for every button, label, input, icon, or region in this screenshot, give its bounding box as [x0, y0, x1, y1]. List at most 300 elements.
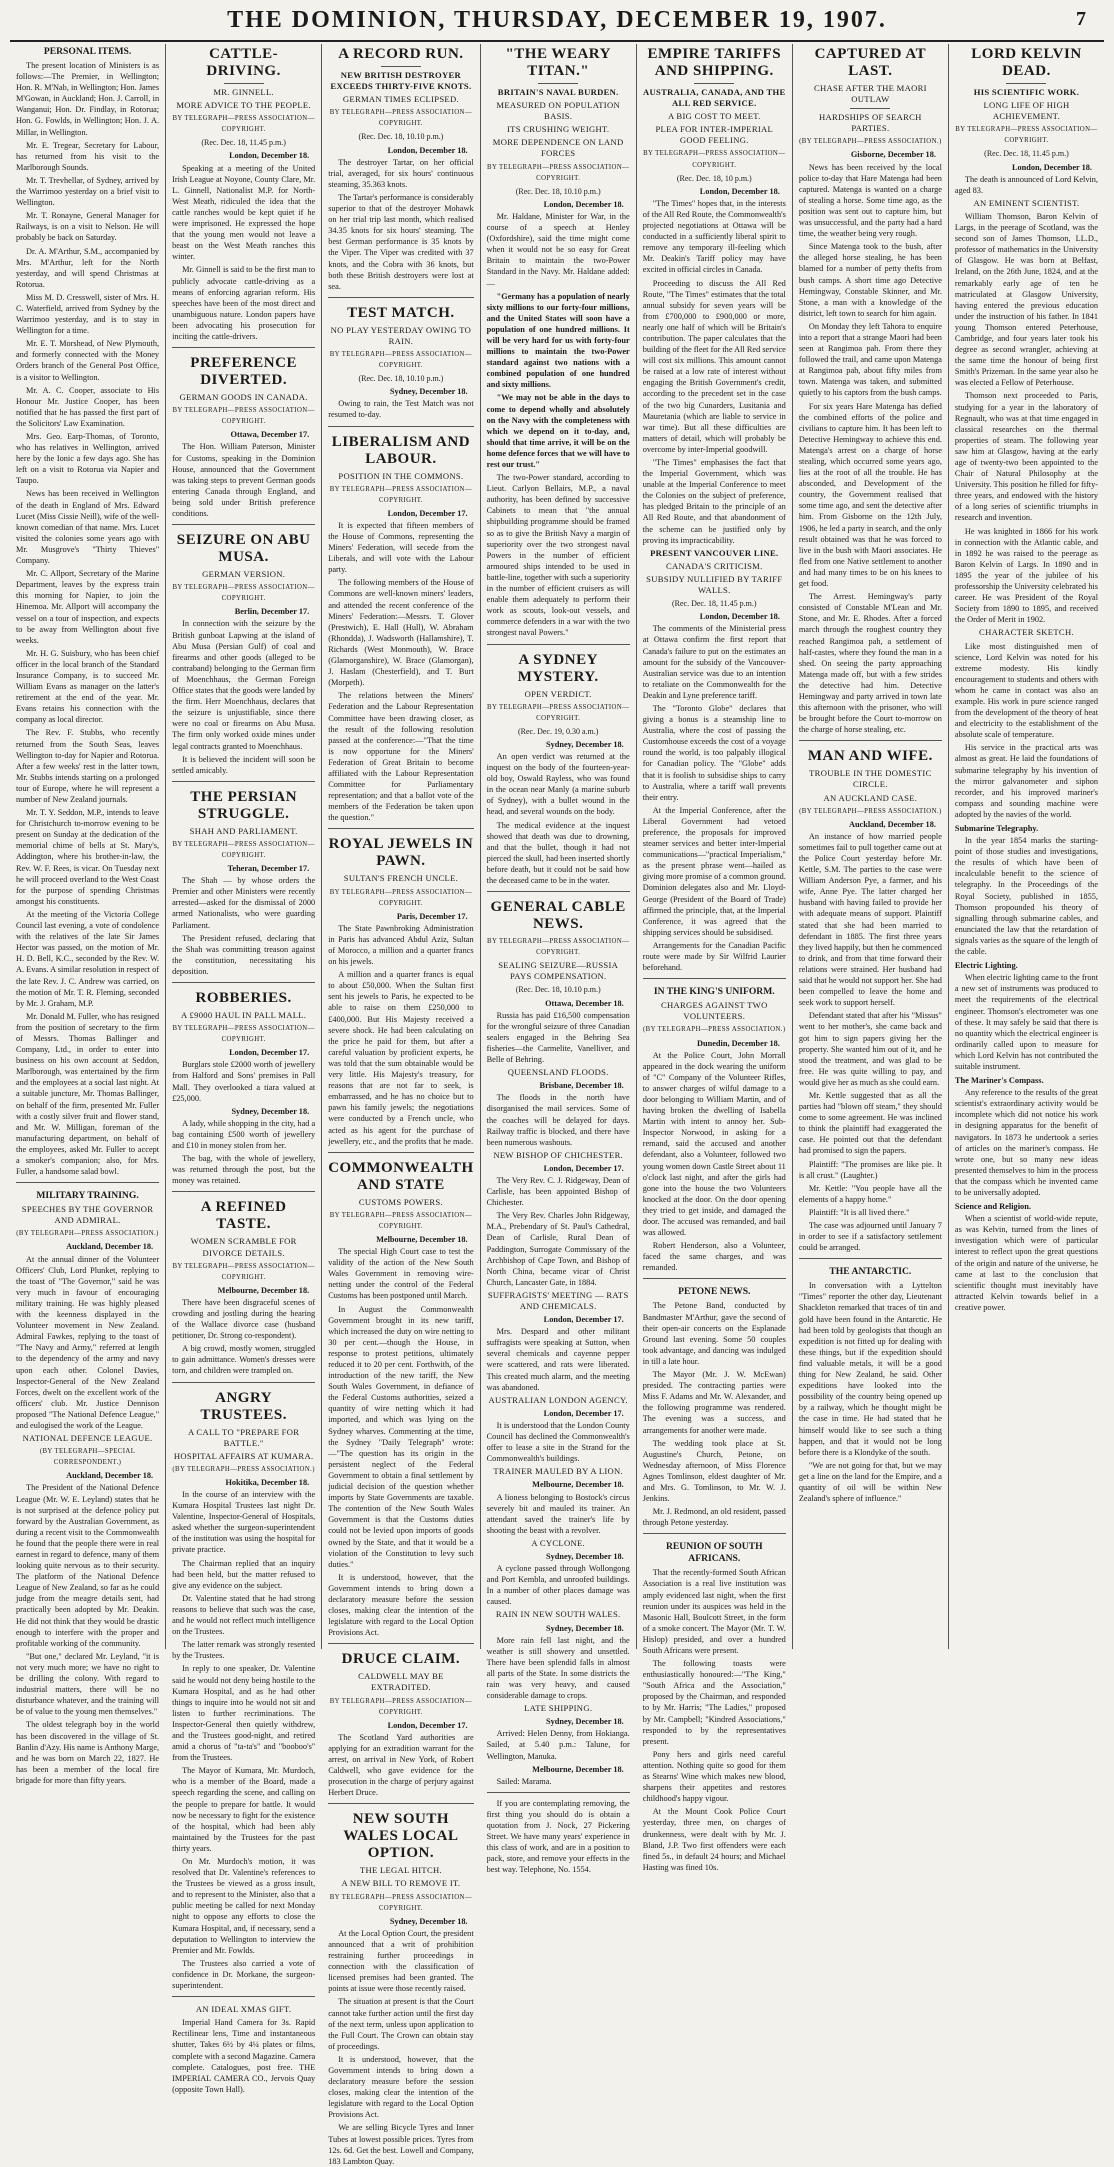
advertisement-removals [487, 1792, 630, 1876]
headline: A RECORD RUN. [338, 46, 464, 62]
paragraph: The Shah — by whose orders the Premier and other Ministers were recently arrested—asked for the dismissal of 2000 armed Nationalists, who were guarding Parliament. [172, 876, 316, 930]
article-nsw-local-option [328, 1803, 473, 2166]
paragraph: Mr. H. G. Suisbury, who has been chief officer in the local branch of the Standard Insurance Company, is to succeed Mr. William Evans as manager on the latter's retirement at the end of the year. Mr. Evans retains his connection with the company as local director. [16, 648, 160, 725]
paragraph: The two-Power standard, according to Lieut. Carlyon Bellairs, M.P., a naval authority, has been defined by successive Cabinets to mean that "the annual shipbuilding programme should be framed so as to give the British Navy a margin of superiority over the two strongest naval Powers in the number of efficient armoured ships intended to be used in battle-line, together with such a superiority in the number of efficient cruisers as will enable them adequately to perform their work as scouts, look-out vessels, and commerce defenders in a war with the two strongest naval Powers." [486, 473, 630, 638]
page-number: 7 [1076, 8, 1086, 30]
paragraph: For six years Hare Matenga has defied the combined efforts of the police and civilians to capture him. It has been left to Detective Hemingway to achieve this end. Matenga's arrest on a charge of horse stealing, which occurred some years ago, lies at the root of all the trouble. He has absconded, and Development of the country, the Government realised that some time ago, and sent the detective after him. From Gisborne on the 12th July, 1906, he led a party in search, and the only result obtained was that he was forced to live in the bush with Maori associates. He fled from one Native settlement to another and had many times to be on his knees to get food. [798, 401, 942, 589]
paragraph: In reply to one speaker, Dr. Valentine said he would not deny being hostile to the Kumara Hospital, and as he had other things to inquire into he would not sit and listen to further recriminations. The Inspector-General then quietly withdrew, and the Trustees good-night, and retired amid a chorus of "ta-ta's" and "booboo's" from the Trustees. [172, 1664, 316, 1763]
headline: IN THE KING'S UNIFORM. [653, 986, 775, 998]
paragraph: On Monday they left Tahora to enquire into a report that a strange Maori had been seen at Rangimoa pah. From there they followed the trail, and came upon Matenga at Rangimoa pah, about fifty miles from town. Matenga was taken, and submitted quietly to his captors from the bush camps. [798, 321, 942, 398]
paragraph: "Germany has a population of nearly sixty millions to our forty-four millions, and the United States will soon have a population of one hundred millions. It will be very hard for us with forty-four millions to maintain the two-Power standard against two nations with a combined population of one hundred and sixty millions. [486, 291, 630, 390]
dateline: Ottawa, December 17. [230, 430, 310, 440]
paragraph: The Mayor (Mr. J. W. McEwan) presided. The contracting parties were Miss F. Adams and Mr. W. Alexander, and the following programme was rendered. The evening was a success, and arrangements for another were made. [642, 1370, 786, 1435]
paragraph: Mr. Kettle suggested that as all the parties had "blown off steam," they should come to some agreement. He was inclined to think the plaintiff had exaggerated the case. He pointed out that the defendant had promised to sign the papers. [798, 1090, 942, 1156]
deck: LATE SHIPPING. [524, 1703, 593, 1714]
column-7 [948, 44, 1104, 1649]
deck: SUBSIDY NULLIFIED BY TARIFF WALLS. [646, 573, 783, 596]
article-petone-news [643, 1278, 786, 1528]
paragraph: The Hon. William Paterson, Minister for Customs, speaking in the Dominion House, announced that the Government was taking steps to prevent German goods entering Canada through England, and being sold under British preference conditions. [172, 442, 316, 518]
paragraph: An instance of how married people sometimes fail to pull together came out at the Police Court yesterday before Mr. Kettle, S.M. The parties to the case were William Anderson Pye, a farmer, and his wife, Anne Pye. The latter charged her husband with having failed to provide her with adequate means of support. Plaintiff stated that she had been married to defendant in 1885. The first three years they lived happily, but then he commenced to drink, and from that time forward their relations were strained. Her husband had said that he would not support her. She had been compelled to leave the home and seek work to support herself. [798, 831, 942, 1008]
dateline: Auckland, December 18. [66, 1242, 154, 1252]
subhead: The Mariner's Compass. [954, 1076, 1044, 1086]
article-body [172, 441, 315, 519]
paragraph: The "Toronto Globe" declares that giving a bonus is a steamship line to Australia, where the cost of passing the Customhouse exceeds the cost of a voyage round the world, is too palpably illogical for Canadian policy. The "Globe" adds that it is foolish to subsidise ships to carry to Australia, where a tariff wall prevents their entry. [642, 703, 786, 802]
paragraph: Proceeding to discuss the All Red Route, "The Times" estimates that the total annual subsidy for seven years will be from £700,000 to £900,000 or more, nearly one half of which will be Britain's contribution. The paper calculates that the building of the fleet for the All Red service will cost six millions. This amount cannot be raised at a low rate of interest without engaging the British Government's credit, according to the precedent set in the case of the two big Cunarders, Lusitania and Mauretania (which are liable to service in war time). But all these difficulties are matters of detail, which will probably be overcome by inter-Imperial goodwill. [642, 278, 786, 454]
paragraph: Mr. Haldane, Minister for War, in the course of a speech at Henley (Oxfordshire), said the time might come when it would not be so easy for Great Britain to maintain the two-Power Standard in the Navy. Mr. Haldane added:— [486, 211, 630, 288]
article-body [799, 1280, 942, 1504]
dateline: Brisbane, December 18. [539, 1081, 624, 1091]
byline: BY TELEGRAPH—PRESS ASSOCIATION—COPYRIGHT. [172, 1025, 315, 1044]
byline: BY TELEGRAPH—PRESS ASSOCIATION—COPYRIGHT. [329, 1697, 473, 1716]
paragraph: Imperial Hand Camera for 3s. Rapid Rectilinear lens, Time and instantaneous shutter, Takes 6½ by 4¼ plates or films, complete with a second Magazine. Camera complete. Catalogues, post free. THE IMPERIAL CAMERA CO., Jervois Quay (opposite Town Hall). [172, 2018, 316, 2094]
headline: MILITARY TRAINING. [36, 1190, 139, 1202]
deck: MORE ADVICE TO THE PEOPLE. [176, 100, 311, 111]
dateline: Auckland, December 18. [66, 1471, 154, 1481]
byline: (BY TELEGRAPH—PRESS ASSOCIATION.) [643, 1026, 786, 1034]
headline: MAN AND WIFE. [807, 748, 933, 765]
subhead: Science and Religion. [954, 1202, 1031, 1212]
article-persian-struggle [172, 781, 315, 977]
byline: BY TELEGRAPH—PRESS ASSOCIATION—COPYRIGHT. [329, 888, 473, 907]
deck: SEALING SEIZURE—RUSSIA PAYS COMPENSATION. [498, 960, 619, 982]
divider [381, 66, 421, 67]
article-body [643, 1567, 786, 1873]
paragraph: Speaking at a meeting of the United Irish League at Noyone, County Clare, Mr. L. Ginnell, Nationalist M.P. for North-West Meath, ridiculed the idea that the cattle ranches would be kept quiet if he were imprisoned. He expressed the hope that the young men would not leave a beast on the West Meath ranches this winter. [172, 163, 316, 262]
paragraph: There have been disgraceful scenes of crowding and jostling during the hearing of the Wallace divorce case (husband petitioner, Dr. Strong co-respondent). [172, 1297, 316, 1341]
dateline: Melbourne, December 18. [376, 1234, 468, 1244]
paragraph: It is understood, however, that the Government intends to bring down a declaratory measure before the session closes, making clear the intention of the legislature with regard to the Local Option Provisions Act. [328, 2054, 474, 2120]
deck: A CYCLONE. [531, 1537, 585, 1548]
article-man-and-wife [799, 740, 942, 1253]
paragraph: Robert Henderson, also a Volunteer, faced the same charges, and was remanded. [642, 1241, 786, 1273]
divider [850, 108, 890, 109]
article-refined-taste [172, 1191, 315, 1376]
paragraph: The situation at present is that the Court cannot take further action until the first day of the next term, unless upon application to the Full Court. The Crown can obtain stay of proceedings. [328, 1997, 474, 2051]
deck: MEASURED ON POPULATION BASIS. [496, 100, 620, 122]
deck: THE LEGAL HITCH. [359, 1865, 442, 1876]
paragraph: William Thomson, Baron Kelvin of Largs, in the peerage of Scotland, was the second son of James Thomson, LL.D., professor of mathematics in the University of Glasgow. He was born at Belfast, Ireland, on the 26th June, 1824, and at the remarkably early age of ten he matriculated at Glasgow University, having entered the previous education under the instruction of his father. In 1841 young Thomson entered Peterhouse, Cambridge, and four years later took his degree as second wrangler, achieving at the same time the honour of being first Smith's Prizeman. In the same year also he was elected a Fellow of Peterhouse. [954, 211, 1099, 388]
dateline: Auckland, December 18. [848, 819, 936, 829]
dateline: Sydney, December 18. [389, 387, 468, 397]
paragraph: That the recently-formed South African Association is a real live institution was amply evidenced last night, when the first reunion under its auspices was held in the Masonic Hall, Boulcott Street, in the form of a smoke concert. The Mayor (Mr. T. W. Hislop) presided, and over a hundred South Africans were present. [642, 1568, 786, 1655]
paragraph: In August the Commonwealth Government brought in its new tariff, which increased the duty on wire netting to 30 per cent.—though the House, in response to protest petitions, ultimately reduced it to 20 per cent. Forthwith, of the introduction of the new tariff, the New South Wales Government, in defiance of the Federal Customs authorities, seized a quantity of wire netting which it had imported, and which was lying on the Sydney wharves. Commenting at the time, the Sydney "Daily Telegraph" wrote:—"The question has its origin in the persistent neglect of the Federal Government to obtain a final settlement by judicial decision of the question whether imports by State Governments are taxable. The contention of the New South Wales Government is that the Customs duties could not be levied upon imports of goods owned by the State, and that it would be a violation of the Constitution to levy such duties." [328, 1304, 474, 1569]
article-commonwealth-state [328, 1152, 473, 1639]
deck: SHAH AND PARLIAMENT. [189, 825, 298, 836]
paragraph: Since Matenga took to the bush, after the alleged horse stealing, he has been blamed for a number of petty thefts from bush camps. A short time ago Detective Hemingway, Constable Skinner, and Mr. Stone, a man with a knowledge of the district, left town to search for him again. [798, 242, 942, 318]
deck: WOMEN SCRAMBLE FOR DIVORCE DETAILS. [190, 1236, 297, 1258]
paragraph: "The Times" emphasises the fact that the Imperial Government, which was unable at the Imperial Conference to meet the Colonies on the subject of preference, has pledged Britain to the principle of an All Red Route, and that abandonment of the scheme can be justified only by proving its impracticability. [642, 458, 786, 545]
headline: ANGRY TRUSTEES. [200, 1389, 287, 1423]
dateline: Teheran, December 17. [227, 864, 310, 874]
dateline: Ottawa, December 18. [545, 998, 624, 1008]
byline: BY TELEGRAPH—PRESS ASSOCIATION—COPYRIGHT. [643, 150, 786, 169]
deck: HOSPITAL AFFAIRS AT KUMARA. [173, 1450, 314, 1461]
paragraph: A lady, while shopping in the city, had a bag containing £500 worth of jewellery and £10 in money stolen from her. [172, 1118, 316, 1151]
subhead: Submarine Telegraphy. [954, 824, 1039, 833]
paragraph: It is understood, however, that the Government intends to bring down a declaratory measure before the session closes, making clear the intention of the legislature with regard to the Local Option Provisions Act. [328, 1572, 474, 1638]
masthead-title: THE DOMINION, THURSDAY, DECEMBER 19, 1907. [227, 6, 887, 33]
article-body [955, 174, 1098, 196]
dateline: Gisborne, December 18. [850, 150, 936, 160]
article-body [799, 162, 942, 736]
paragraph: The Petone Band, conducted by Bandmaster M'Arthur, gave the second of their open-air concerts on the Esplanade Ground last evening. Some 50 couples took advantage, and dancing was indulged in till a late hour. [642, 1301, 786, 1366]
dateline: Hokitika, December 18. [225, 1477, 310, 1487]
byline: (BY TELEGRAPH—PRESS ASSOCIATION.) [172, 1465, 315, 1473]
article-general-cable-news [487, 891, 630, 1787]
deck: CHARGES AGAINST TWO VOLUNTEERS. [660, 1000, 768, 1022]
dateline: London, December 17. [543, 1408, 624, 1418]
headline: ROBBERIES. [195, 990, 292, 1006]
paragraph: Mr. Donald M. Fuller, who has resigned from the position of secretary to the firm of Messrs. Thomas Ballinger and Company, Ltd., in order to enter into business on his own account at Seddon, Marlborough, was entertained by the firm and the employees at a social last night. At a suitable juncture, Mr. Thomas Ballinger, on behalf of the firm, presented Mr. Fuller with a costly silver fruit and flower stand, and Mr. W. Milligan, foreman of the manufacturing department, on behalf of the employees, asked Mr. Fuller to accept a smoker's companion; also, for Mrs. Fuller, a handsome salad bowl. [16, 1011, 160, 1177]
article-body [328, 1246, 473, 1638]
dateline: London, December 17. [387, 508, 468, 518]
deck: AN AUCKLAND CASE. [823, 792, 918, 803]
dateline: Sydney, December 18. [545, 1717, 624, 1727]
paragraph: A big crowd, mostly women, struggled to gain admittance. Women's dresses were torn, and children were trampled on. [172, 1344, 316, 1376]
article-body [16, 60, 159, 1177]
article-body [487, 1092, 630, 1147]
headline: LIBERALISM AND LABOUR. [331, 433, 471, 467]
dateline: London, December 18. [699, 612, 780, 622]
byline: BY TELEGRAPH—PRESS ASSOCIATION—COPYRIGHT. [329, 109, 473, 128]
paragraph: The Arrest. Hemingway's party consisted of Constable M'Lean and Mr. Stone, and Mr. E. Rhodes. After a forced march through the roughest country they reached Rangimoa pah, a settlement of half-castes, where they found the man in a shed. On seeing the party approaching Matenga made off, but with a few strides the detective had him. Detective Hemingway and party arrived in town late this afternoon with the prisoner, who will be brought before the Court to-morrow on the charge of horse stealing, etc. [798, 592, 942, 735]
headline: COMMONWEALTH AND STATE [328, 1159, 474, 1193]
article-cattle-driving [172, 46, 315, 342]
paragraph: The destroyer Tartar, on her official trial, averaged, for six hours' continuous steaming, 35.363 knots. [328, 157, 474, 189]
article-body [487, 211, 630, 639]
headline: A REFINED TASTE. [200, 1199, 287, 1233]
paragraph: A lioness belonging to Bostock's circus severely bit and mauled its trainer. An attendant saved the trainer's life by shooting the beast with a revolver. [486, 1492, 630, 1535]
byline: BY TELEGRAPH—PRESS ASSOCIATION—COPYRIGHT. [172, 115, 315, 134]
paragraph: In conversation with a Lyttelton "Times" reporter the other day, Lieutenant Shackleton remarked that traces of tin and gold have been found in the Antarctic. He had been told by geologists that though an expedition is not fitted up for dealing with these things, but if the expedition should find valuable metals, it will be a good thing for New Zealand, he said. Other expeditions have looked into the possibility of the country being opened up by a railway, which he thought might be the case in time. He had stated that he himself would like to see such a thing happen, and that it would not be long before there is a Klondyke of the south. [798, 1281, 942, 1457]
paragraph: In the course of an interview with the Kumara Hospital Trustees last night Dr. Valentine, Inspector-General of Hospitals, asked whether the surgeon-superintendent of the institution was using the hospital for private practice. [172, 1490, 316, 1555]
article-body [487, 1776, 630, 1787]
headline: GENERAL CABLE NEWS. [490, 899, 626, 933]
paragraph: "But one," declared Mr. Leyland, "it is not very much more; we have no right to be drilling the colony. With regard to industrial matters, there will be no disturbance whatever, and the training will be of value to the young men themselves." [16, 1651, 160, 1717]
paragraph: We are selling Bicycle Tyres and Inner Tubes at lowest possible prices. Tyres from 12s. 6d. Get the best. Lowell and Company, 183 Lambton Quay. [328, 2123, 474, 2166]
deck: HIS SCIENTIFIC WORK. [973, 87, 1080, 97]
paragraph: The latter remark was strongly resented by the Trustees. [172, 1640, 316, 1661]
byline: BY TELEGRAPH—PRESS ASSOCIATION—COPYRIGHT. [172, 407, 315, 426]
headline: TEST MATCH. [347, 304, 455, 321]
article-body [172, 1118, 315, 1187]
paragraph: Thomson next proceeded to Paris, studying for a year in the laboratory of Regnault, who was at that time engaged in classical researches on the thermal properties of steam. The following year saw him at Glasgow, having at the early age of twenty-two been appointed to the Chair of Natural Philosophy at the University. This position he filled for fifty-three years, and endowed with the history of a long series of scientific triumphs in research and invention. [954, 391, 1099, 523]
paragraph: "We are not going for that, but we may get a line on the land for the Empire, and a quantity of oil will be within New Zealand's sphere of influence." [798, 1460, 942, 1504]
received-time: (Rec. Dec. 18, 10.10 p.m.) [358, 374, 444, 384]
article-body [328, 1732, 473, 1799]
byline: (BY TELEGRAPH—PRESS ASSOCIATION.) [799, 807, 942, 815]
article-druce-claim [328, 1643, 473, 1798]
article-body [643, 1050, 786, 1274]
dateline: London, December 18. [699, 186, 780, 196]
ad-body [172, 2017, 315, 2095]
paragraph: Defendant stated that after his "Missus" went to her mother's, she came back and got him to sign papers giving her the property. She wanted him out of it, and he stood the treatment, and was glad to be free. He was quite willing to pay, and would give her as much as she could earn. [798, 1011, 942, 1087]
dateline: Melbourne, December 18. [217, 1285, 310, 1295]
dateline: Dunedin, December 18. [697, 1038, 780, 1048]
ad-body [487, 1798, 630, 1876]
byline: BY TELEGRAPH—PRESS ASSOCIATION—COPYRIGHT. [329, 350, 473, 370]
article-personal-items [16, 46, 159, 1177]
article-lord-kelvin [955, 46, 1098, 1313]
paragraph: At the annual dinner of the Volunteer Officers' Club, Lord Plunket, replying to the toast of "The Governor," said he was very much in favour of encouraging military training. He was highly pleased with the keenness displayed in the Volunteer movement in New Zealand. Admiral Fawkes, replying to the toast of "The Navy and Army," referred at length to the dependency of the army and navy upon each other. Colonel Davies, Inspector-General of the New Zealand Forces, dwelt on the excellent work of the officers' club. Mr. Justice Dennison proposed "The National Defence League," and eulogised the work of the League. [16, 1254, 160, 1430]
paragraph: The death is announced of Lord Kelvin, aged 83. [954, 174, 1099, 195]
article-body [328, 1928, 473, 2167]
deck: AUSTRALIA, CANADA, AND THE ALL RED SERVICE. [643, 87, 786, 109]
paragraph: Any reference to the results of the great scientist's extraordinary activity would be incomplete which did not notice his work in designing apparatus for the benefit of navigators. In 1873 he undertook a series of articles on the mariner's compass. He wrote one, but so many new ideas presented themselves to him in the process that the compass which he invented came to be universally adopted. [954, 1088, 1099, 1197]
article-body [172, 875, 315, 977]
paragraph: At the Local Option Court, the president announced that a writ of prohibition restraining further proceedings in connection with the classification of licensed premises had been granted. The points at issue were those recently raised. [328, 1928, 474, 1994]
column-1 [10, 44, 165, 1785]
paragraph: The Rev. F. Stubbs, who recently returned from the South Seas, leaves Wellington to-day for Napier and Rotorua. After a few weeks' rest in the latter town, Mr. Stubbs intends starting on a prolonged tour of Europe, where he will represent a number of New Zealand journals. [16, 728, 160, 804]
received-time: (Rec. Dec. 18, 10.10 p.m.) [515, 186, 601, 196]
article-body [172, 163, 315, 343]
deck: NO PLAY YESTERDAY OWING TO RAIN. [330, 324, 472, 346]
paragraph: The floods in the north have disorganised the mail services. Some of the coaches will be delayed for days. Railway traffic is blocked, and there have been numerous washouts. [486, 1093, 630, 1147]
divider [694, 83, 734, 84]
paragraph: Plaintiff: "The promises are like pie. It is all crust." (Laughter.) [798, 1159, 942, 1180]
headline: NEW SOUTH WALES LOCAL OPTION. [343, 1811, 459, 1862]
paragraph: The Tartar's performance is considerably superior to that of the destroyer Mohawk on her trial trip last month, which realised 34.35 knots for six hours' steaming. The best German performance is 35 knots by the Viper. The Viper was credited with 37 knots, and the Cobra with 36 knots, but both these British destroyers were lost at sea. [328, 192, 474, 291]
deck: GERMAN VERSION. [202, 569, 286, 580]
article-body [172, 1059, 315, 1103]
headline: ROYAL JEWELS IN PAWN. [328, 836, 474, 870]
column-6 [792, 44, 948, 1649]
received-time: (Rec. Dec. 19, 0.30 a.m.) [517, 726, 599, 736]
paragraph: Mr. Kettle: "You people have all the elements of a happy home." [798, 1183, 942, 1204]
byline: BY TELEGRAPH—PRESS ASSOCIATION—COPYRIGHT. [955, 126, 1098, 145]
article-body [16, 1254, 159, 1432]
deck: CUSTOMS POWERS. [358, 1196, 443, 1207]
deck: LONG LIFE OF HIGH ACHIEVEMENT. [983, 100, 1070, 122]
article-royal-jewels [328, 828, 473, 1146]
article-body [487, 1175, 630, 1288]
deck: PLEA FOR INTER-IMPERIAL GOOD FEELING. [655, 124, 774, 146]
columns [10, 44, 1104, 2166]
deck: A BIG COST TO MEET. [667, 111, 761, 122]
byline: (BY TELEGRAPH—PRESS ASSOCIATION.) [16, 1230, 159, 1238]
deck: A £9000 HAUL IN PALL MALL. [181, 1010, 307, 1020]
deck: MORE DEPENDENCE ON LAND FORCES [492, 137, 624, 159]
paragraph: The Scotland Yard authorities are applying for an extradition warrant for the arrest, on arrival in New York, of Robert Caldwell, who gave evidence for the prosecution in the charge of perjury against Herbert Druce. [328, 1732, 474, 1798]
paragraph: He was knighted in 1866 for his work in connection with the Atlantic cable, and in 1892 he was raised to the peerage as Baron Kelvin of Largs. In 1890 and in 1895 the year of the jubilee of his professorship the University celebrated his career. He was President of the Royal Society from 1890 to 1895, and received the Order of Merit in 1902. [954, 526, 1099, 625]
headline: SEIZURE ON ABU MUSA. [176, 532, 311, 566]
byline: BY TELEGRAPH—PRESS ASSOCIATION—COPYRIGHT. [329, 1893, 473, 1912]
paragraph: At the Imperial Conference, after the Liberal Government had vetoed preference, the proposals for improved steamer services and better inter-Imperial communications—"practical Imperialism," as the present phrase went—hailed as giving more promise of a common ground. Dominion delegates also and Mr. Lloyd-George (President of the Board of Trade) affirmed the principle, that, at the Imperial Conference, it was agreed that the shipping services should be subsidised. [642, 805, 786, 937]
deck: AUSTRALIAN LONDON AGENCY. [488, 1394, 628, 1405]
article-antarctic [799, 1258, 942, 1504]
dateline: London, December 17. [387, 1720, 468, 1730]
paragraph: The special High Court case to test the validity of the action of the New South Wales Government in removing wire-netting under the control of the Federal Customs has been postponed until March. [328, 1247, 474, 1301]
headline: REUNION OF SOUTH AFRICANS. [665, 1541, 763, 1565]
paragraph: Russia has paid £16,500 compensation for the wrongful seizure of three Canadian sealers engaged in the Behring Sea fisheries—the Carmelite, Vanelliver, and Belle of Behring. [486, 1010, 630, 1065]
article-record-run [328, 46, 473, 292]
paragraph: It is understood that the London County Council has declined the Commonwealth's offer to lease a site in the Strand for the Commonwealth's buildings. [486, 1420, 630, 1464]
paragraph: Owing to rain, the Test Match was not resumed to-day. [328, 399, 474, 420]
article-body [955, 641, 1098, 821]
paragraph: News has been received in Wellington of the death in England of Mrs. Edward Lucet (Miss Cissie Neill), wife of the well-known comedian of that name. Mrs. Lucet visited the colonies some years ago with Mr. Musgrove's "Thirty Thieves" Company. [16, 489, 160, 566]
deck: CALDWELL MAY BE EXTRADITED. [358, 1671, 444, 1693]
received-time: (Rec. Dec. 18, 10 p.m.) [676, 173, 752, 183]
paragraph: Like most distinguished men of science, Lord Kelvin was noted for his extreme modesty. His kindly encouragement to students and others with whom he came in contact was also an example. His work in pure science ranged from the development of the theory of heat and electricity to the establishment of the absolute scale of temperature. [954, 641, 1099, 740]
article-body [487, 751, 630, 886]
byline: BY TELEGRAPH—PRESS ASSOCIATION—COPYRIGHT. [487, 703, 630, 722]
paragraph: It is expected that fifteen members of the House of Commons, representing the Miners' Federation, will secede from the Liberals, and will vote with the Labour party. [328, 520, 474, 575]
byline: BY TELEGRAPH—PRESS ASSOCIATION—COPYRIGHT. [329, 485, 473, 504]
article-abu-musa [172, 524, 315, 776]
paragraph: The oldest telegraph boy in the world has been discovered in the village of St. Banlin d'Azy. His name is Anthony Marge, and he was born on March 22, 1827. He has been a member of the local fire brigade for more than fifty years. [16, 1720, 160, 1785]
dateline: London, December 17. [543, 1315, 624, 1325]
received-time: (Rec. Dec. 18, 11.45 p.m.) [201, 138, 286, 148]
byline: BY TELEGRAPH—PRESS ASSOCIATION—COPYRIGHT. [172, 1262, 315, 1281]
article-body [172, 618, 315, 775]
paragraph: The following members of the House of Commons are well-known miners' leaders, and attended the recent conference of the Miners' Federation:—Messrs. T. Glover (Prestwich), E. Hall (Hull), W. Abraham (Rhondda), J. Wadsworth (Hallamshire), T. Richards (West Monmouth), W. Brace (Glamorganshire), W. Brace (Glamorgan), J. Haslam (Chesterfield), and T. Burt (Morpeth). [328, 578, 474, 688]
article-body [487, 1728, 630, 1761]
headline: CATTLE-DRIVING. [206, 46, 281, 79]
divider [1006, 83, 1046, 84]
paragraph: The President refused, declaring that the Shah was committing treason against the constitution, necessitating his deposition. [172, 933, 316, 976]
section-head: NATIONAL DEFENCE LEAGUE. [22, 1433, 153, 1444]
paragraph: Mr. A. C. Cooper, associate to His Honour Mr. Justice Cooper, has been notified that he has passed the first part of the Solicitors' Law Examination. [16, 385, 160, 428]
article-liberalism-labour [328, 426, 473, 824]
paragraph: At the Police Court, John Morrall appeared in the dock wearing the uniform of "C" Company of the Volunteer Rifles, to answer charges of wilful damage to a door belonging to William Martin, and of having broken the dwelling of Isabella Martin with intent to annoy her. Sub-Inspector Norwood, in asking for a remand, said the accused and another defendant, also a Volunteer, followed two young women down Castle Street about 11 o'clock last night, and after the girls had gone into the house the two Volunteers knocked at the door. On the door opening they tried to get inside, and damaged the door. The accused was remanded, and bail was allowed. [642, 1050, 786, 1238]
headline: THE PERSIAN STRUGGLE. [190, 788, 298, 822]
article-body [487, 1420, 630, 1464]
paragraph: The bag, with the whole of jewellery, was returned through the post, but the money was retained. [172, 1154, 316, 1186]
byline: BY TELEGRAPH—PRESS ASSOCIATION—COPYRIGHT. [172, 840, 315, 859]
paragraph: On Mr. Murdoch's motion, it was resolved that Dr. Valentine's references to the Trustees be viewed as a gross insult, and to represent to the Minister, also that a public meeting be called for next Monday night to oppose any efforts to close the Kumara Hospital, and, if necessary, send a deputation to Wellington to interview the Premier and Mr. Fowlds. [172, 1857, 316, 1955]
article-robberies [172, 982, 315, 1186]
headline: CAPTURED AT LAST. [814, 46, 927, 79]
dateline: Sydney, December 18. [231, 1106, 310, 1116]
paragraph: When a scientist of world-wide repute, as was Kelvin, turned from the lines of investigation which were of particular interest to reflect upon the great questions of the origin and nature of the universe, he came at last to the conclusion that scientific thought must inevitably have attracted Kelvin towards belief in a creative power. [954, 1214, 1099, 1312]
dateline: London, December 18. [229, 151, 310, 161]
column-3 [321, 44, 479, 2166]
deck: HARDSHIPS OF SEARCH PARTIES. [819, 112, 922, 134]
divider [224, 83, 264, 84]
headline: PREFERENCE DIVERTED. [190, 355, 297, 389]
paragraph: The following toasts were enthusiastically honoured:—"The King," "South Africa and the Association," proposed by the Chairman, and responded to by Mr. Harris; "The Ladies," proposed by Mr. Campbell; "Kindred Associations," responded to by the representatives present. [642, 1659, 786, 1746]
section-head: AN EMINENT SCIENTIST. [973, 197, 1080, 208]
dateline: Sydney, December 18. [545, 739, 624, 749]
paragraph: The present location of Ministers is as follows:—The Premier, in Wellington; Hon. R. M'Nab, in Wellington; Hon. James M'Gowan, in Auckland; Hon. J. Carroll, in Wanganui; Hon. Dr. Findlay, in Rotorua; Hon. G. Fowlds, in Wellington; Hon. J. A. Millar, in Wellington. [16, 61, 160, 137]
paragraph: The Chairman replied that an inquiry had been held, but the matter refused to give any evidence on the subject. [172, 1558, 316, 1590]
article-body [328, 520, 473, 824]
deck: OPEN VERDICT. [524, 688, 592, 699]
received-time: (Rec. Dec. 18, 10.10 p.m.) [515, 985, 601, 995]
headline: PERSONAL ITEMS. [43, 46, 132, 57]
dateline: London, December 17. [229, 1048, 310, 1058]
section-head: PRESENT VANCOUVER LINE. [650, 547, 779, 558]
article-body [487, 1635, 630, 1702]
section-head: CANADA'S CRITICISM. [666, 560, 763, 571]
article-body [643, 1300, 786, 1528]
byline: BY TELEGRAPH—PRESS ASSOCIATION—COPYRIGHT. [487, 938, 630, 957]
dateline: Sydney, December 18. [545, 1551, 624, 1561]
column-4 [480, 44, 636, 1875]
article-body [172, 1297, 315, 1377]
paragraph: The case was adjourned until January 7 in order to see if a satisfactory settlement could be arranged. [798, 1221, 942, 1253]
article-body [955, 1213, 1098, 1313]
received-time: (Rec. Dec. 18, 11.45 p.m.) [984, 149, 1069, 159]
masthead [10, 0, 1104, 42]
article-preference-diverted [172, 347, 315, 519]
paragraph: The Very Rev. C. J. Ridgeway, Dean of Carlisle, has been appointed Bishop of Chichester. [486, 1175, 630, 1208]
dateline: Melbourne, December 18. [532, 1764, 624, 1774]
byline: (BY TELEGRAPH—SPECIAL CORRESPONDENT.) [39, 1448, 136, 1467]
byline: BY TELEGRAPH—PRESS ASSOCIATION—COPYRIGHT. [487, 163, 630, 182]
deck: A CALL TO "PREPARE FOR BATTLE." [187, 1426, 300, 1448]
article-body [487, 1010, 630, 1065]
paragraph: The State Pawnbroking Administration in Paris has advanced Abdul Aziz, Sultan of Morocco, a million and a quarter francs on his jewels. [328, 923, 474, 967]
dateline: Paris, December 17. [396, 911, 468, 921]
paragraph: A million and a quarter francs is equal to about £50,000. When the Sultan first sent his jewels to Paris, he expected to be able to raise on them £250,000 to £400,000. But His Majesty received a severe shock. He had been calculating on the price he paid for them, but after a careful valuation by proficient experts, he was told that the sum obtainable would be very little. His Majesty's treasury, for reasons that are not far to seek, is embarrassed, and he has no choice but to pawn his family jewels; the negotiations were conducted by a French uncle, who acted as his agent for the purchase of jewellery, etc., and the profits that he made. [328, 970, 474, 1146]
deck: GERMAN GOODS IN CANADA. [179, 392, 308, 403]
deck: MR. GINNELL. [213, 87, 274, 97]
paragraph: At the meeting of the Victoria College Council last evening, a vote of condolence with the relatives of the late Sir James Hector was passed, on the motion of Mr. H. D. Bell, K.C., seconded by the Rev. W. A. Evans. A similar resolution in respect of the late Rev. J. C. Andrew was carried, on the motion of Mr. T. R. Fleming, seconded by Mr. J. Graham, M.P. [16, 909, 160, 1008]
paragraph: Burglars stole £2000 worth of jewellery from Halford and Sons' premises in Pall Mall. They overlooked a tiara valued at £25,000. [172, 1060, 316, 1103]
article-weary-titan [487, 46, 630, 639]
dateline: London, December 18. [387, 145, 468, 155]
dateline: Berlin, December 17. [234, 607, 310, 617]
paragraph: Dr. Valentine stated that he had strong reasons to believe that such was the case, and he would not reflect much intelligence on the Trustees. [172, 1593, 316, 1637]
paragraph: Mr. E. Tregear, Secretary for Labour, has returned from his visit to the Marlborough Sounds. [16, 140, 160, 172]
paragraph: Arrangements for the Canadian Pacific route were made by Sir Wilfrid Laurier beforehand. [642, 940, 786, 973]
column-2 [165, 44, 321, 2094]
deck: SULTAN'S FRENCH UNCLE. [343, 873, 459, 884]
paragraph: Miss M. D. Cresswell, sister of Mrs. H. C. Waterfield, arrived from Sydney by the Warrimoo yesterday, and is to stay in Wellington for a time. [16, 292, 160, 336]
article-body [799, 831, 942, 1253]
paragraph: A cyclone passed through Wollongong and Port Kembla, and unroofed buildings. In a number of other places damage was caused. [486, 1564, 630, 1607]
article-captured-at-last [799, 46, 942, 735]
advertisement-xmas-gift [172, 1996, 315, 2095]
headline: LORD KELVIN DEAD. [971, 46, 1082, 79]
paragraph: Mrs. Despard and other militant suffragists were speaking at Sutton, when several chemicals and cayenne pepper were scattered, and rats were liberated. This created much alarm, and the meeting was abandoned. [486, 1327, 630, 1392]
article-body [955, 1087, 1098, 1198]
deck: CHASE AFTER THE MAORI OUTLAW [813, 83, 927, 105]
paragraph: Mr. T. Ronayne, General Manager for Railways, is on a visit to Nelson. He will probably be back on Saturday. [16, 211, 160, 243]
paragraph: Mr. J. Redmond, an old resident, passed through Petone yesterday. [642, 1507, 786, 1528]
deck: TRAINER MAULED BY A LION. [493, 1466, 623, 1477]
paragraph: Sailed: Marama. [496, 1776, 552, 1786]
article-body [328, 398, 473, 420]
dateline: Sydney, December 18. [389, 1916, 468, 1926]
paragraph: Pony hers and girls need careful attention. Nothing quite so good for them as Stearns' Wine which makes new blood, sharpens their appetites and restores childhood's happy vigour. [642, 1749, 786, 1804]
deck: A NEW BILL TO REMOVE IT. [341, 1878, 461, 1889]
article-empire-tariffs [643, 46, 786, 973]
paragraph: The wedding took place at St. Augustine's Church, Petone, on Wednesday afternoon, of Miss Florence Agnes Tomlinson, eldest daughter of Mr. and Mrs. G. Tomlinson, to Mr. W. J. Jenkins. [642, 1438, 786, 1504]
paragraph: The medical evidence at the inquest showed that death was due to drowning, and that the bullet, though it had not pierced the skull, had been inserted shortly before death, but it could not be said how the deceased came to be in the water. [486, 820, 630, 885]
paragraph: Mrs. Geo. Earp-Thomas, of Toronto, who has relatives in Wellington, arrived here by the Ionic a few days ago. She has left on a visit to Rotorua via Napier and Taupo. [16, 432, 160, 486]
article-body [328, 157, 473, 292]
paragraph: When electric lighting came to the front a new set of instruments was produced to meet the requirements of the electrical engineer. Thomson's electrometer was one of these. It may safely be said that there is no quantity which the electrical engineer is ordinarily called upon to measure for which Lord Kelvin has not contributed the suitable instrument. [954, 973, 1099, 1071]
paragraph: At the Mount Cook Police Court yesterday, three men, on charges of drunkenness, were dealt with by Mr. J. Bland, J.P. Two first offenders were each fined 5s., in default 24 hours; and Michael Hasting was fined 10s. [642, 1807, 786, 1872]
article-body [643, 198, 786, 546]
deck: BRITAIN'S NAVAL BURDEN. [497, 87, 619, 97]
deck: RAIN IN NEW SOUTH WALES. [495, 1609, 621, 1620]
deck: ITS CRUSHING WEIGHT. [507, 124, 610, 135]
paragraph: The Trustees also carried a vote of confidence in Dr. Morkane, the surgeon-superintendent. [172, 1958, 316, 1991]
dateline: London, December 17. [543, 1163, 624, 1173]
paragraph: The Very Rev. Charles John Ridgeway, M.A., Prebendary of St. Paul's Cathedral, Dean of Carlisle, Rural Dean of Paddington, Surrogate Commissary of the Archbishop of Cape Town, and Bishop of North China, became vicar of Christ Church, Lancaster Gate, in 1884. [486, 1211, 630, 1287]
paragraph: If you are contemplating removing, the first thing you should do is obtain a quotation from J. Nock, 27 Pickering Street. We have many years' experience in this class of work, and are in a position to pack, store, and remove your effects in the best way. Telephone, No. 1554. [486, 1798, 630, 1875]
paragraph: The Mayor of Kumara, Mr. Murdoch, who is a member of the Board, made a speech regarding the scene, and calling on the people to prepare for battle. It would now be necessary to fight for the existence of the hospital, which had been ably maintained by the Trustees for the past thirty years. [172, 1766, 316, 1853]
deck: NEW BISHOP OF CHICHESTER. [493, 1149, 624, 1160]
byline: BY TELEGRAPH—PRESS ASSOCIATION—COPYRIGHT. [172, 584, 315, 603]
deck: SUFFRAGISTS' MEETING — RATS AND CHEMICALS. [487, 1289, 629, 1311]
headline: A SYDNEY MYSTERY. [517, 651, 599, 685]
article-kings-uniform [643, 978, 786, 1273]
paragraph: Mr. T. Y. Seddon, M.P., intends to leave for Christchurch to-morrow evening to be present on Sunday at the dedication of the memorial chime of bells at St. Mary's, Addington, where his brother-in-law, the Rev. W. F. Rees, is vicar. On Tuesday next he will proceed overland to the West Coast for the purpose of spending Christmas amongst his constituents. [16, 808, 160, 906]
